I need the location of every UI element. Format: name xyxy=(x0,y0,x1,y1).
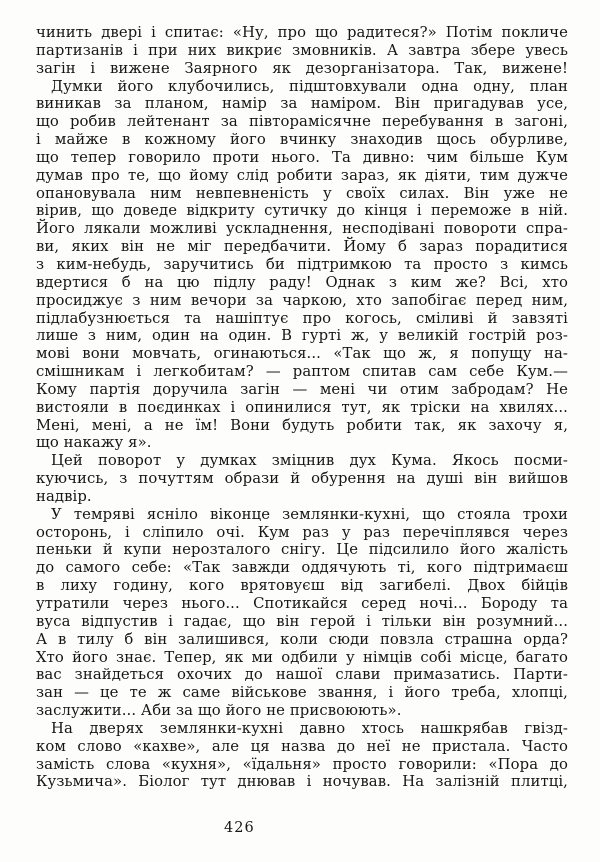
text-line: замість слова «кухня», «їдальня» просто говорили: «Пора до xyxy=(36,755,568,773)
text-line: партизанів і при них викриє змовників. А завтра збере увесь xyxy=(36,41,568,59)
page-text xyxy=(36,24,568,791)
text-line: вуса відпустив і гадає, що він герой і тільки він розумний... xyxy=(36,612,568,630)
text-line: що тепер говорило проти нього. Та дивно: чим більше Кум xyxy=(36,148,568,166)
paragraph xyxy=(36,452,568,506)
paragraph xyxy=(36,720,568,791)
text-line: надвір. xyxy=(36,487,92,505)
text-line: чинить двері і спитає: «Ну, про що радитеся?» Потім покличе xyxy=(36,24,568,41)
text-line: Мені, мені, а не їм! Вони будуть робити так, як захочу я, xyxy=(36,416,568,434)
text-line: думав про те, що йому слід робити зараз, як діяти, тим дужче xyxy=(36,166,568,184)
text-line: виникав за планом, намір за наміром. Він пригадував усе, xyxy=(36,95,568,113)
text-line: У темряві ясніло віконце землянки-кухні, що стояла трохи xyxy=(51,505,568,523)
text-line: що робив лейтенант за півторамісячне перебування в загоні, xyxy=(36,113,568,131)
text-line: куючись, з почуттям образи й обурення на душі він вийшов xyxy=(36,470,568,488)
text-line: і майже в кожному його вчинку знаходив щось обурливе, xyxy=(36,131,568,149)
text-line: підлабузнюється та нашіптує про когось, сміливі й завзяті xyxy=(36,309,568,327)
text-line: Кузьмича». Біолог тут днював і ночував. На залізній плитці, xyxy=(36,773,568,791)
text-line: Цей поворот у думках зміцнив дух Кума. Якось посми- xyxy=(51,452,568,470)
text-line: загін і вижене Заярного як дезорганізатора. Так, вижене! xyxy=(36,59,568,77)
text-line: ком слово «кахве», але ця назва до неї не пристала. Часто xyxy=(36,737,568,755)
paragraph xyxy=(36,78,568,453)
text-line: опановувала ним невпевненість у своїх силах. Він уже не xyxy=(36,184,568,202)
page-number: 426 xyxy=(224,820,255,836)
text-line: пеньки й купи нерозталого снігу. Це підсилило його жалість xyxy=(36,541,568,559)
text-line: зан — це те ж саме військове звання, і його треба, хлопці, xyxy=(36,684,568,702)
text-line: Кому партія доручила загін — мені чи отим забродам? Не xyxy=(36,380,568,398)
text-line: вас знайдеться охочих до нашої слави примазатись. Парти- xyxy=(36,666,568,684)
text-line: смішникам і легкобитам? — раптом спитав сам себе Кум.— xyxy=(36,363,568,381)
paragraph xyxy=(36,24,568,78)
text-line: осторонь, і сліпило очі. Кум раз у раз перечіплявся через xyxy=(36,523,568,541)
text-line: вистояли в поєдинках і опинилися тут, як тріски на хвилях... xyxy=(36,398,568,416)
text-line: вдертися б на цю підлу раду! Однак з ким же? Всі, хто xyxy=(36,273,568,291)
text-line: з ким-небудь, заручитись би підтримкою та просто з кимсь xyxy=(36,255,568,273)
text-line: вірив, що доведе відкриту сутичку до кінця і переможе в ній. xyxy=(36,202,568,220)
text-line: лише з ним, один на один. В гурті ж, у великій гострій роз- xyxy=(36,327,568,345)
text-line: утратили через нього... Спотикайся серед ночі... Бороду та xyxy=(36,595,568,612)
text-line: Хто його знає. Тепер, як ми одбили у німців собі місце, багато xyxy=(36,648,568,666)
text-line: На дверях землянки-кухні давно хтось нашкрябав гвізд- xyxy=(51,719,568,737)
text-line: заслужити... Аби за що його не присвоюють». xyxy=(36,702,402,720)
text-line: Думки його клубочились, підштовхували одна одну, план xyxy=(51,77,568,95)
text-line: Його лякали можливі ускладнення, несподівані повороти спра- xyxy=(36,220,568,238)
text-line: А в тилу б він залишився, коли сюди повзла страшна орда? xyxy=(36,630,568,648)
text-line: до самого себе: «Так завжди оддячують ті, кого підтримаєш xyxy=(36,559,568,577)
text-line: мові вони мовчать, огинаються... «Так що ж, я попущу на- xyxy=(36,345,568,363)
text-line: ви, яких він не міг передбачити. Йому б зараз порадитися xyxy=(36,238,568,256)
text-line: в лиху годину, кого врятовуєш від загибелі. Двох бійців xyxy=(36,577,568,595)
text-line: просиджує з ним вечори за чаркою, хто запобігає перед ним, xyxy=(36,291,568,309)
paragraph xyxy=(36,506,568,720)
text-line: що накажу я». xyxy=(36,434,152,452)
